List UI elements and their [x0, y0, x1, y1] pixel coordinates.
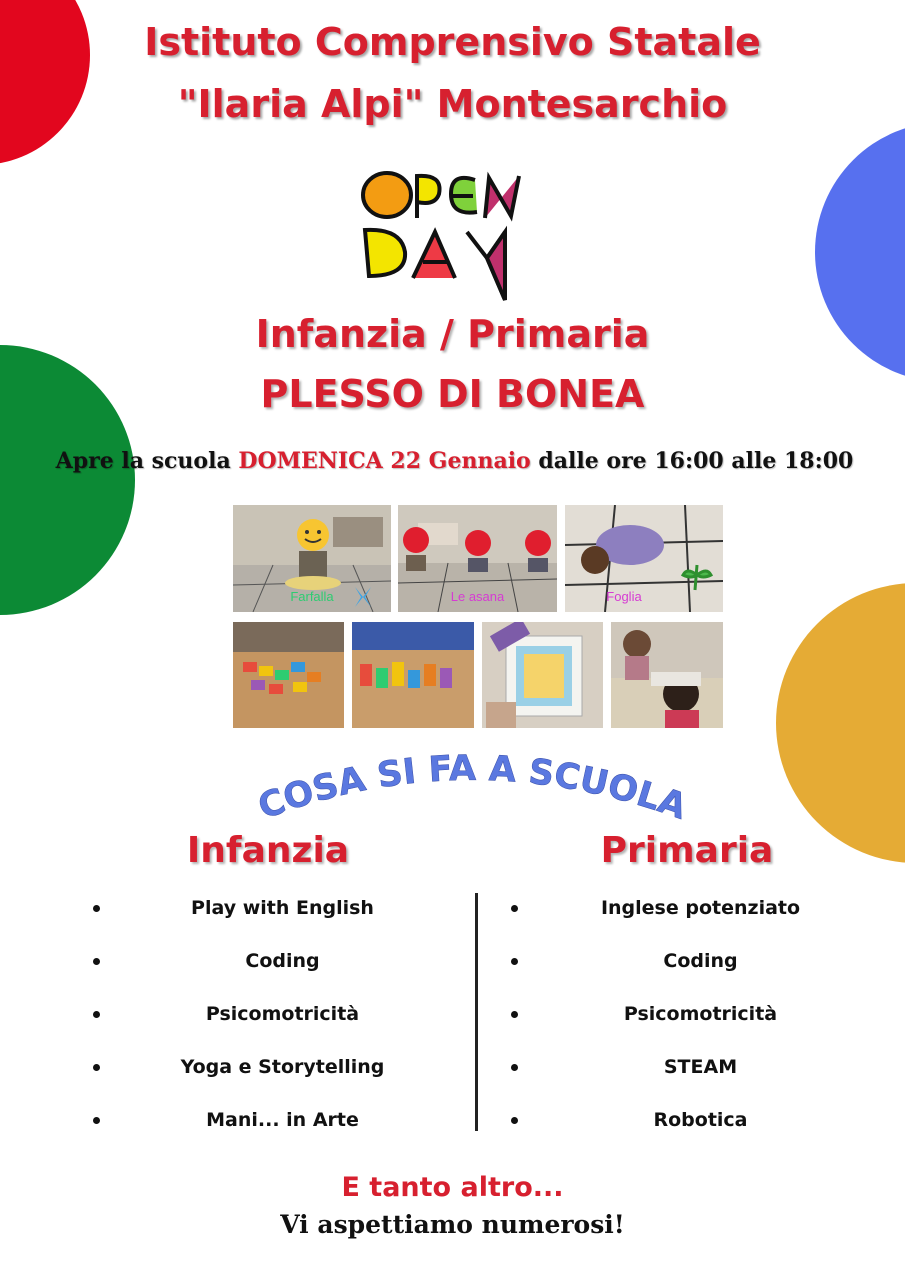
column-divider [475, 893, 478, 1131]
school-building: PLESSO DI BONEA [260, 372, 645, 416]
photo-farfalla [233, 505, 391, 612]
bullet-icon [511, 958, 518, 965]
bullet-icon [93, 958, 100, 965]
bullet-icon [511, 1117, 518, 1124]
section-title [250, 735, 690, 829]
section-title-text: COSA SI FA A SCUOLA [253, 748, 690, 825]
primaria-heading: Primaria [600, 830, 774, 871]
bullet-icon [511, 1064, 518, 1071]
photo-child-at-desk [611, 622, 723, 728]
list-item [508, 1105, 893, 1158]
photo-caption: Foglia [606, 589, 642, 604]
announcement-time: dalle ore 16:00 alle 18:00 [538, 448, 854, 474]
bullet-icon [93, 1064, 100, 1071]
opening-announcement [12, 448, 897, 474]
photo-coding-blocks-1 [233, 622, 344, 728]
activity-label: Robotica [653, 1109, 748, 1131]
activity-label: Coding [245, 950, 320, 972]
photo-le-asana [398, 505, 557, 612]
photo-coding-blocks-2 [352, 622, 474, 728]
activity-label: STEAM [663, 1056, 738, 1078]
bullet-icon [511, 905, 518, 912]
open-day-logo [355, 158, 540, 310]
infanzia-heading: Infanzia [186, 830, 350, 871]
school-subname: "Ilaria Alpi" Montesarchio [177, 82, 728, 126]
activity-label: Yoga e Storytelling [180, 1056, 385, 1078]
activity-label: Psicomotricità [623, 1003, 778, 1025]
photo-caption: Farfalla [290, 589, 334, 604]
school-levels: Infanzia / Primaria [255, 312, 650, 356]
school-name: Istituto Comprensivo Statale [144, 20, 761, 64]
decorative-yellow-circle [776, 583, 905, 863]
list-item [90, 946, 475, 999]
list-item [90, 893, 475, 946]
photo-coding-worksheet [482, 622, 603, 728]
bullet-icon [93, 905, 100, 912]
svg-text:COSA SI FA A SCUOLA [253, 749, 690, 825]
activity-label: Mani... in Arte [206, 1109, 359, 1131]
primaria-activities-list [508, 893, 893, 1158]
bullet-icon [93, 1011, 100, 1018]
activity-label: Inglese potenziato [600, 897, 801, 919]
announcement-prefix: Apre la scuola [55, 448, 231, 474]
bullet-icon [511, 1011, 518, 1018]
activity-label: Psicomotricità [205, 1003, 360, 1025]
list-item [90, 1052, 475, 1105]
activity-label: Coding [663, 950, 738, 972]
bullet-icon [93, 1117, 100, 1124]
list-item [508, 999, 893, 1052]
activity-label: Play with English [191, 897, 374, 919]
infanzia-activities-list [90, 893, 475, 1158]
footer-more: E tanto altro... [341, 1172, 564, 1203]
list-item [90, 1105, 475, 1158]
announcement-date: DOMENICA 22 Gennaio [238, 448, 531, 474]
list-item [508, 893, 893, 946]
photo-foglia [565, 505, 723, 612]
list-item [508, 946, 893, 999]
photo-caption: Le asana [450, 589, 505, 604]
footer-invitation: Vi aspettiamo numerosi! [280, 1210, 625, 1239]
list-item [90, 999, 475, 1052]
list-item [508, 1052, 893, 1105]
